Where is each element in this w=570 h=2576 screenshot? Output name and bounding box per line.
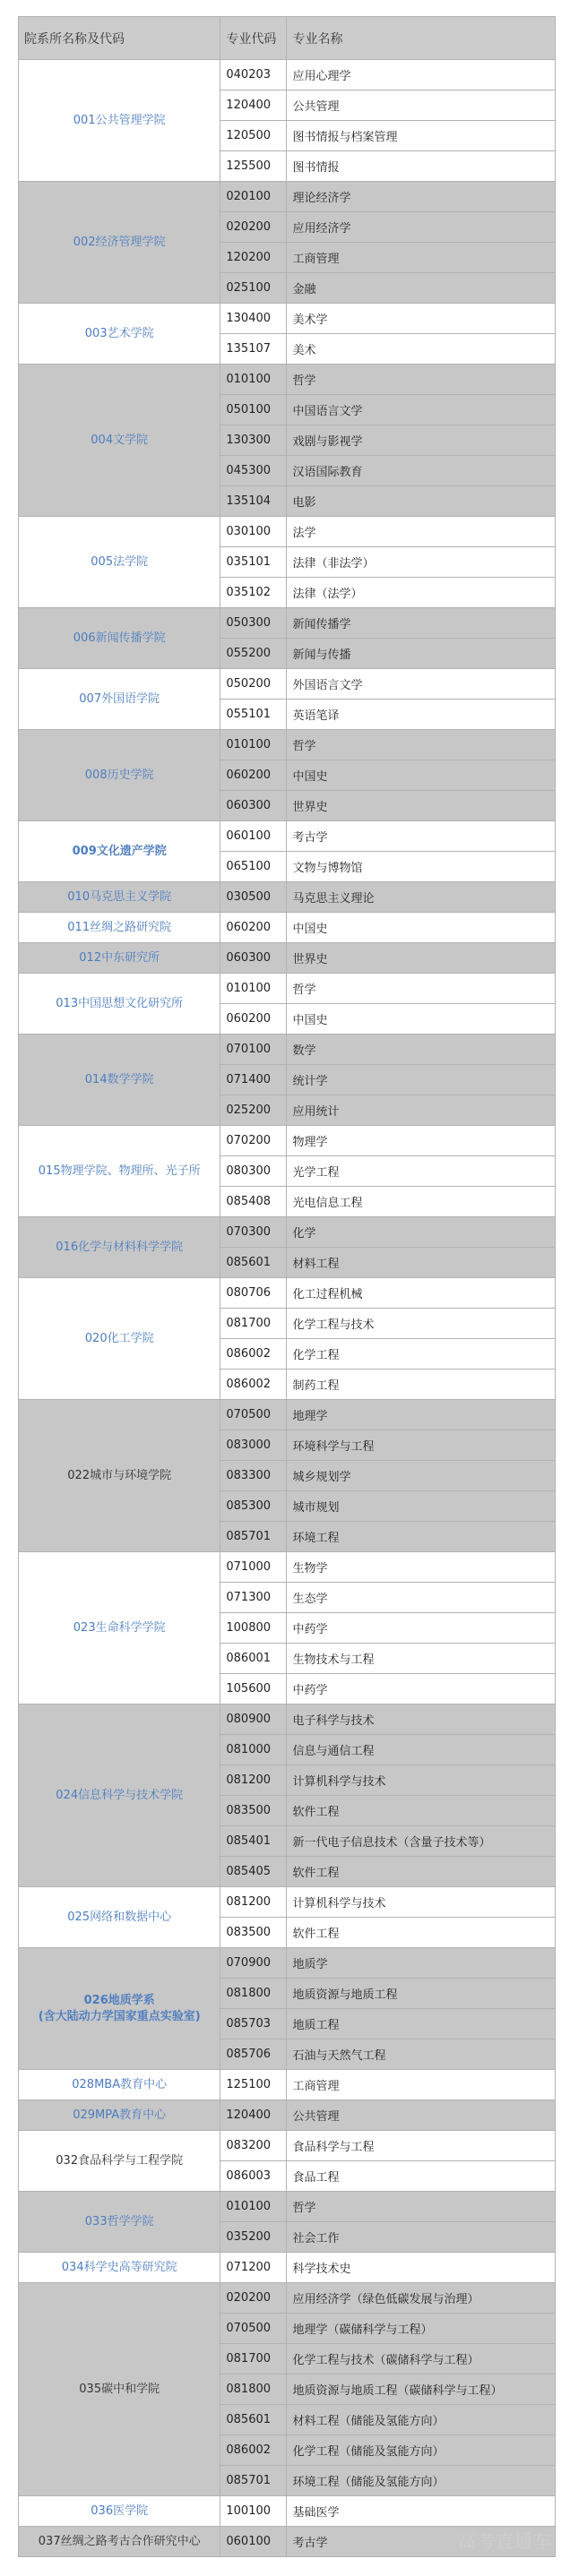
major-name: 汉语国际教育: [287, 456, 556, 486]
major-code: 085706: [220, 2039, 287, 2070]
table-row: [19, 2100, 556, 2131]
header-college: 院系所名称及代码: [19, 17, 220, 60]
major-code: 130400: [220, 304, 287, 334]
major-name: 食品科学与工程: [287, 2131, 556, 2161]
table-row: [19, 2131, 556, 2161]
table-row: [19, 608, 556, 639]
major-code: 130300: [220, 425, 287, 456]
college-name: 028MBA教育中心: [19, 2070, 220, 2100]
major-code: 055200: [220, 639, 287, 669]
major-name: 应用心理学: [287, 60, 556, 90]
college-name: 022城市与环境学院: [19, 1400, 220, 1552]
major-name: 化学工程与技术: [287, 1309, 556, 1339]
college-name: 015物理学院、物理所、光子所: [19, 1126, 220, 1217]
major-name: 图书情报与档案管理: [287, 121, 556, 151]
major-code: 080300: [220, 1156, 287, 1187]
major-code: 083000: [220, 1430, 287, 1461]
major-name: 化学工程与技术（碳储科学与工程）: [287, 2344, 556, 2374]
major-code: 083200: [220, 2131, 287, 2161]
college-name: 032食品科学与工程学院: [19, 2131, 220, 2192]
major-code: 010100: [220, 730, 287, 760]
table-row: [19, 1948, 556, 1979]
major-code: 085601: [220, 1248, 287, 1278]
major-code: 035102: [220, 578, 287, 608]
major-name: 理论经济学: [287, 182, 556, 212]
major-code: 070900: [220, 1948, 287, 1979]
major-name: 马克思主义理论: [287, 882, 556, 913]
table-row: [19, 2283, 556, 2314]
major-code: 035200: [220, 2222, 287, 2253]
table-row: [19, 821, 556, 852]
major-code: 060300: [220, 943, 287, 974]
college-name: 013中国思想文化研究所: [19, 974, 220, 1035]
major-name: 应用经济学（绿色低碳发展与治理）: [287, 2283, 556, 2314]
major-code: 060200: [220, 1004, 287, 1035]
major-name: 制药工程: [287, 1370, 556, 1400]
college-name: 005法学院: [19, 517, 220, 608]
major-code: 135104: [220, 486, 287, 517]
table-row: [19, 882, 556, 913]
major-code: 071300: [220, 1583, 287, 1613]
major-code: 120200: [220, 243, 287, 273]
major-name: 光电信息工程: [287, 1187, 556, 1217]
header-row: [19, 17, 556, 60]
major-name: 考古学: [287, 2527, 556, 2557]
major-code: 081000: [220, 1735, 287, 1765]
major-code: 100100: [220, 2496, 287, 2527]
table-row: [19, 1278, 556, 1309]
major-name: 图书情报: [287, 151, 556, 182]
major-code: 025200: [220, 1095, 287, 1126]
major-name: 哲学: [287, 365, 556, 395]
major-code: 070300: [220, 1217, 287, 1248]
major-code: 081700: [220, 2344, 287, 2374]
major-name: 食品工程: [287, 2161, 556, 2192]
major-name: 数学: [287, 1035, 556, 1065]
college-name: 035碳中和学院: [19, 2283, 220, 2496]
major-code: 060100: [220, 2527, 287, 2557]
major-code: 010100: [220, 365, 287, 395]
major-code: 050300: [220, 608, 287, 639]
table-row: [19, 1217, 556, 1248]
college-name: 001公共管理学院: [19, 60, 220, 182]
major-name: 世界史: [287, 943, 556, 974]
major-code: 080900: [220, 1704, 287, 1735]
major-code: 030100: [220, 517, 287, 547]
college-name: 012中东研究所: [19, 943, 220, 974]
major-code: 086002: [220, 1370, 287, 1400]
table-row: [19, 304, 556, 334]
table-row: [19, 1887, 556, 1918]
major-name: 电子科学与技术: [287, 1704, 556, 1735]
major-name: 英语笔译: [287, 700, 556, 730]
major-code: 050100: [220, 395, 287, 425]
major-code: 120500: [220, 121, 287, 151]
major-name: 生物技术与工程: [287, 1644, 556, 1674]
college-name: 009文化遗产学院: [19, 821, 220, 882]
major-name: 材料工程（储能及氢能方向）: [287, 2405, 556, 2435]
table-row: [19, 365, 556, 395]
major-name: 地质资源与地质工程: [287, 1979, 556, 2009]
major-name: 中国史: [287, 760, 556, 791]
table-row: [19, 730, 556, 760]
major-name: 哲学: [287, 730, 556, 760]
major-code: 085701: [220, 1522, 287, 1552]
major-code: 085405: [220, 1857, 287, 1887]
major-name: 美术: [287, 334, 556, 365]
major-code: 040203: [220, 60, 287, 90]
college-name: 004文学院: [19, 365, 220, 517]
major-name: 应用经济学: [287, 212, 556, 243]
major-name: 化学工程: [287, 1339, 556, 1370]
major-code: 060300: [220, 791, 287, 821]
college-name: 016化学与材料科学学院: [19, 1217, 220, 1278]
header-major: 专业名称: [287, 17, 556, 60]
major-code: 071400: [220, 1065, 287, 1095]
major-code: 020200: [220, 2283, 287, 2314]
major-name: 环境科学与工程: [287, 1430, 556, 1461]
major-code: 060200: [220, 760, 287, 791]
major-name: 中国史: [287, 913, 556, 943]
table-row: [19, 1400, 556, 1430]
major-code: 085601: [220, 2405, 287, 2435]
major-name: 计算机科学与技术: [287, 1887, 556, 1918]
major-name: 外国语言文学: [287, 669, 556, 700]
college-name: 002经济管理学院: [19, 182, 220, 304]
college-name: 003艺术学院: [19, 304, 220, 365]
major-code: 010100: [220, 2192, 287, 2222]
major-name: 地质资源与地质工程（碳储科学与工程）: [287, 2374, 556, 2405]
college-name: 025网络和数据中心: [19, 1887, 220, 1948]
major-name: 文物与博物馆: [287, 852, 556, 882]
major-code: 086003: [220, 2161, 287, 2192]
table-row: [19, 974, 556, 1004]
college-name: 036医学院: [19, 2496, 220, 2527]
major-name: 新闻与传播: [287, 639, 556, 669]
college-name: 020化工学院: [19, 1278, 220, 1400]
major-name: 公共管理: [287, 2100, 556, 2131]
major-name: 计算机科学与技术: [287, 1765, 556, 1796]
major-code: 070500: [220, 2314, 287, 2344]
table-row: [19, 1035, 556, 1065]
major-name: 化工过程机械: [287, 1278, 556, 1309]
major-code: 055101: [220, 700, 287, 730]
college-name: 011丝绸之路研究院: [19, 913, 220, 943]
major-code: 135107: [220, 334, 287, 365]
major-code: 070100: [220, 1035, 287, 1065]
major-name: 石油与天然气工程: [287, 2039, 556, 2070]
table-row: [19, 2192, 556, 2222]
watermark: 高考直通车: [458, 2530, 552, 2552]
header-code: 专业代码: [220, 17, 287, 60]
major-name: 化学: [287, 1217, 556, 1248]
major-code: 010100: [220, 974, 287, 1004]
major-name: 化学工程（储能及氢能方向）: [287, 2435, 556, 2466]
college-name: 037丝绸之路考古合作研究中心: [19, 2527, 220, 2557]
major-code: 030500: [220, 882, 287, 913]
major-name: 地理学（碳储科学与工程）: [287, 2314, 556, 2344]
major-name: 考古学: [287, 821, 556, 852]
major-code: 083500: [220, 1796, 287, 1826]
major-code: 083500: [220, 1918, 287, 1948]
college-name: 034科学史高等研究院: [19, 2253, 220, 2283]
major-code: 081200: [220, 1887, 287, 1918]
major-code: 086001: [220, 1644, 287, 1674]
major-code: 120400: [220, 2100, 287, 2131]
major-name: 公共管理: [287, 90, 556, 121]
major-code: 085701: [220, 2466, 287, 2496]
major-name: 哲学: [287, 2192, 556, 2222]
table-row: [19, 2253, 556, 2283]
college-name: 029MPA教育中心: [19, 2100, 220, 2131]
college-name: 033哲学学院: [19, 2192, 220, 2253]
major-code: 085408: [220, 1187, 287, 1217]
major-code: 065100: [220, 852, 287, 882]
major-name: 美术学: [287, 304, 556, 334]
major-code: 080706: [220, 1278, 287, 1309]
major-code: 060200: [220, 913, 287, 943]
major-name: 法律（法学）: [287, 578, 556, 608]
major-name: 中药学: [287, 1674, 556, 1704]
table-row: [19, 2070, 556, 2100]
major-code: 020200: [220, 212, 287, 243]
major-code: 105600: [220, 1674, 287, 1704]
major-code: 081800: [220, 1979, 287, 2009]
major-name: 中国史: [287, 1004, 556, 1035]
major-code: 045300: [220, 456, 287, 486]
table-row: [19, 1552, 556, 1583]
college-name: 026地质学系 (含大陆动力学国家重点实验室): [19, 1948, 220, 2070]
major-name: 社会工作: [287, 2222, 556, 2253]
major-name: 材料工程: [287, 1248, 556, 1278]
major-code: 083300: [220, 1461, 287, 1491]
major-code: 070500: [220, 1400, 287, 1430]
table-row: [19, 943, 556, 974]
major-name: 城乡规划学: [287, 1461, 556, 1491]
college-name: 006新闻传播学院: [19, 608, 220, 669]
major-name: 世界史: [287, 791, 556, 821]
table-body: [19, 60, 556, 2557]
major-name: 环境工程: [287, 1522, 556, 1552]
majors-table: [18, 16, 556, 2557]
major-code: 125500: [220, 151, 287, 182]
major-code: 020100: [220, 182, 287, 212]
college-name: 024信息科学与技术学院: [19, 1704, 220, 1887]
major-name: 软件工程: [287, 1857, 556, 1887]
major-name: 科学技术史: [287, 2253, 556, 2283]
major-name: 生态学: [287, 1583, 556, 1613]
major-name: 城市规划: [287, 1491, 556, 1522]
major-code: 085300: [220, 1491, 287, 1522]
major-code: 100800: [220, 1613, 287, 1644]
major-code: 070200: [220, 1126, 287, 1156]
major-name: 光学工程: [287, 1156, 556, 1187]
major-name: 新一代电子信息技术（含量子技术等）: [287, 1826, 556, 1857]
major-code: 060100: [220, 821, 287, 852]
major-code: 120400: [220, 90, 287, 121]
major-name: 哲学: [287, 974, 556, 1004]
major-code: 035101: [220, 547, 287, 578]
major-code: 071200: [220, 2253, 287, 2283]
table-row: [19, 60, 556, 90]
major-name: 统计学: [287, 1065, 556, 1095]
major-name: 电影: [287, 486, 556, 517]
major-name: 戏剧与影视学: [287, 425, 556, 456]
college-name: 008历史学院: [19, 730, 220, 821]
table-row: [19, 182, 556, 212]
major-name: 地理学: [287, 1400, 556, 1430]
major-code: 085703: [220, 2009, 287, 2039]
college-name: 010马克思主义学院: [19, 882, 220, 913]
major-code: 125100: [220, 2070, 287, 2100]
major-code: 081200: [220, 1765, 287, 1796]
major-code: 085401: [220, 1826, 287, 1857]
major-name: 法学: [287, 517, 556, 547]
table-row: [19, 1704, 556, 1735]
major-code: 050200: [220, 669, 287, 700]
table-row: [19, 913, 556, 943]
major-name: 中国语言文学: [287, 395, 556, 425]
major-name: 应用统计: [287, 1095, 556, 1126]
table-row: [19, 669, 556, 700]
major-code: 081800: [220, 2374, 287, 2405]
table-row: [19, 517, 556, 547]
major-code: 086002: [220, 2435, 287, 2466]
table-row: [19, 1126, 556, 1156]
major-code: 081700: [220, 1309, 287, 1339]
college-name: 007外国语学院: [19, 669, 220, 730]
major-name: 物理学: [287, 1126, 556, 1156]
college-name: 014数学学院: [19, 1035, 220, 1126]
major-name: 信息与通信工程: [287, 1735, 556, 1765]
major-name: 环境工程（储能及氢能方向）: [287, 2466, 556, 2496]
major-code: 071000: [220, 1552, 287, 1583]
major-name: 软件工程: [287, 1918, 556, 1948]
table-row: [19, 2496, 556, 2527]
major-name: 软件工程: [287, 1796, 556, 1826]
major-name: 工商管理: [287, 2070, 556, 2100]
major-name: 生物学: [287, 1552, 556, 1583]
major-name: 工商管理: [287, 243, 556, 273]
major-name: 金融: [287, 273, 556, 304]
major-code: 086002: [220, 1339, 287, 1370]
major-code: 025100: [220, 273, 287, 304]
major-name: 基础医学: [287, 2496, 556, 2527]
major-name: 新闻传播学: [287, 608, 556, 639]
major-name: 地质学: [287, 1948, 556, 1979]
major-name: 地质工程: [287, 2009, 556, 2039]
major-name: 中药学: [287, 1613, 556, 1644]
college-name: 023生命科学学院: [19, 1552, 220, 1704]
major-name: 法律（非法学）: [287, 547, 556, 578]
